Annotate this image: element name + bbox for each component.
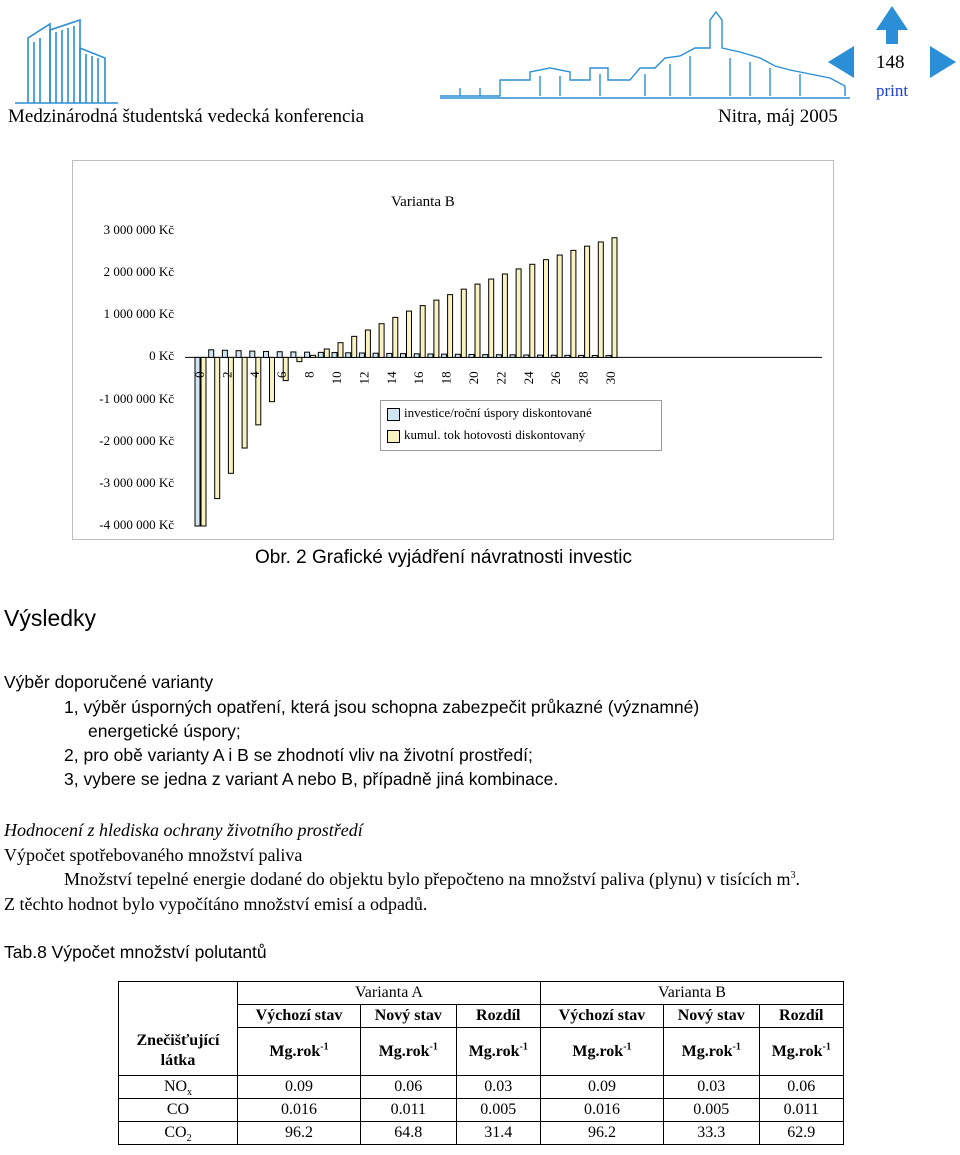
- unit-cell: [540, 1028, 663, 1076]
- env-line1-end: .: [795, 869, 800, 889]
- bar-kumul: [544, 260, 549, 358]
- bar-kumul: [434, 300, 439, 357]
- table-cell: 0.03: [663, 1076, 759, 1099]
- list-item-1: 1, výběr úsporných opatření, která jsou schopna zabezpečit průkazné (významné): [64, 697, 700, 717]
- legend-swatch-kumul: [387, 430, 400, 443]
- row-label-text: CO: [166, 1101, 190, 1118]
- table-cell: 0.011: [759, 1099, 843, 1122]
- env-line2: Z těchto hodnot bylo vypočítáno množství emisí a odpadů.: [4, 894, 428, 914]
- y-tick-label: -1 000 000 Kč: [99, 390, 174, 406]
- table-cell: 0.005: [456, 1099, 540, 1122]
- section-heading: Výsledky: [4, 605, 97, 631]
- table-cell: 0.016: [540, 1099, 663, 1122]
- bar-investice: [195, 357, 200, 526]
- col-header: Nový stav: [663, 1005, 759, 1028]
- x-tick-label: 0: [192, 371, 207, 378]
- unit-base: Mg.rok: [468, 1042, 520, 1060]
- legend-label-investice: investice/roční úspory diskontované: [404, 405, 592, 420]
- unit-sup: -1: [822, 1041, 831, 1053]
- bar-kumul: [502, 274, 507, 357]
- bar-kumul: [324, 349, 329, 357]
- bar-investice: [291, 352, 296, 357]
- unit-base: Mg.rok: [771, 1042, 823, 1060]
- legend-item-investice: [387, 405, 592, 421]
- bar-kumul: [270, 357, 275, 401]
- group-b-header: Varianta B: [540, 982, 843, 1005]
- bar-investice: [264, 352, 269, 358]
- row-label-sub: x: [187, 1087, 193, 1099]
- chart-title: Varianta B: [391, 194, 455, 210]
- page-number: 148: [876, 52, 905, 73]
- table-cell: 0.016: [238, 1099, 361, 1122]
- bar-kumul: [557, 255, 562, 357]
- bar-investice: [401, 354, 406, 358]
- x-tick-label: 6: [274, 371, 290, 378]
- bar-investice: [442, 354, 447, 357]
- table-cell: 0.06: [759, 1076, 843, 1099]
- bar-investice: [332, 353, 337, 358]
- x-tick-label: 10: [329, 371, 344, 385]
- table-cell: 0.03: [456, 1076, 540, 1099]
- unit-sup: -1: [429, 1041, 438, 1053]
- bar-investice: [250, 351, 255, 357]
- y-tick-label: -2 000 000 Kč: [99, 432, 174, 448]
- env-line1-text: Množství tepelné energie dodané do objektu bylo přepočteno na množství paliva (plynu) v tisících m: [64, 869, 791, 889]
- bar-kumul: [407, 311, 412, 357]
- unit-cell: [663, 1028, 759, 1076]
- bar-chart: [0, 0, 960, 560]
- legend-item-kumul: [387, 427, 585, 443]
- legend-swatch-investice: [387, 408, 400, 421]
- unit-sup: -1: [519, 1041, 528, 1053]
- pollutant-header: Znečišťující látka: [119, 1028, 238, 1076]
- row-label-text: NO: [163, 1078, 188, 1095]
- table-cell: 0.09: [540, 1076, 663, 1099]
- bar-kumul: [242, 357, 247, 448]
- unit-base: Mg.rok: [681, 1042, 733, 1060]
- y-tick-label: 0 Kč: [149, 348, 174, 364]
- col-header: Rozdíl: [456, 1005, 540, 1028]
- env-subheading: Výpočet spotřebovaného množství paliva: [4, 845, 303, 865]
- bar-investice: [565, 355, 570, 357]
- bar-investice: [551, 355, 556, 357]
- table-cell: 31.4: [456, 1122, 540, 1145]
- bar-investice: [455, 354, 460, 357]
- unit-cell: [759, 1028, 843, 1076]
- row-label: [119, 1076, 238, 1099]
- bar-investice: [346, 353, 351, 358]
- bar-kumul: [448, 295, 453, 358]
- x-tick-label: 20: [466, 371, 481, 385]
- unit-sup: -1: [320, 1041, 329, 1053]
- x-tick-label: 8: [301, 371, 317, 378]
- table-cell: 96.2: [238, 1122, 361, 1145]
- table-unit-row: [119, 1028, 844, 1076]
- unit-base: Mg.rok: [378, 1042, 430, 1060]
- table-cell: 96.2: [540, 1122, 663, 1145]
- y-tick-label: 2 000 000 Kč: [103, 264, 174, 280]
- unit-base: Mg.rok: [269, 1042, 321, 1060]
- table-cell: 0.09: [238, 1076, 361, 1099]
- col-header: Nový stav: [361, 1005, 457, 1028]
- x-tick-label: 18: [438, 371, 454, 385]
- bar-kumul: [365, 330, 370, 357]
- bar-investice: [236, 351, 241, 358]
- bar-kumul: [571, 250, 576, 357]
- paragraph-heading: Výběr doporučené varianty: [4, 672, 214, 692]
- bar-investice: [222, 350, 227, 357]
- bar-kumul: [475, 284, 480, 357]
- bar-kumul: [379, 324, 384, 358]
- y-tick-label: 3 000 000 Kč: [103, 222, 174, 237]
- unit-sup: -1: [732, 1041, 741, 1053]
- bar-investice: [305, 352, 310, 357]
- bar-investice: [318, 352, 323, 357]
- env-line1: [64, 869, 800, 890]
- empty-corner: [119, 982, 238, 1028]
- x-tick-label: 22: [493, 371, 509, 385]
- bar-investice: [359, 353, 364, 357]
- table-cell: 0.011: [361, 1099, 457, 1122]
- table-cell: 64.8: [361, 1122, 457, 1145]
- bar-investice: [277, 352, 282, 358]
- y-tick-label: -3 000 000 Kč: [99, 474, 174, 490]
- unit-cell: [456, 1028, 540, 1076]
- bar-investice: [606, 356, 611, 358]
- group-a-header: Varianta A: [238, 982, 541, 1005]
- table-cell: 33.3: [663, 1122, 759, 1145]
- x-tick-label: 24: [520, 371, 536, 385]
- table-group-row: [119, 982, 844, 1005]
- bar-investice: [387, 353, 392, 357]
- x-tick-label: 28: [575, 371, 591, 385]
- bar-investice: [414, 354, 419, 358]
- x-tick-label: 12: [356, 371, 372, 385]
- bar-kumul: [256, 357, 261, 424]
- chart-legend: [380, 400, 662, 451]
- env-line1-sup: 3: [790, 870, 796, 881]
- bar-investice: [496, 355, 501, 358]
- bar-investice: [483, 355, 488, 358]
- table-cell: 0.06: [361, 1076, 457, 1099]
- col-header: Rozdíl: [759, 1005, 843, 1028]
- list-item-3: 3, vybere se jedna z variant A nebo B, případně jiná kombinace.: [64, 769, 559, 789]
- bar-kumul: [530, 264, 535, 357]
- col-header: Výchozí stav: [540, 1005, 663, 1028]
- table-row: [119, 1099, 844, 1122]
- bar-investice: [592, 355, 597, 357]
- table-cell: 0.005: [663, 1099, 759, 1122]
- table-cell: 62.9: [759, 1122, 843, 1145]
- bar-investice: [373, 353, 378, 357]
- bar-kumul: [489, 279, 494, 357]
- bar-investice: [510, 355, 515, 358]
- table-row: [119, 1122, 844, 1145]
- bar-kumul: [585, 246, 590, 357]
- unit-base: Mg.rok: [572, 1042, 624, 1060]
- x-tick-label: 16: [411, 371, 427, 385]
- bar-investice: [524, 355, 529, 357]
- row-label-sub: 2: [186, 1133, 192, 1145]
- bar-kumul: [516, 269, 521, 358]
- y-tick-label: -4 000 000 Kč: [99, 517, 174, 532]
- x-tick-label: 14: [383, 371, 399, 385]
- bar-investice: [428, 354, 433, 357]
- pollutants-table: [118, 981, 844, 1145]
- list-item-1-cont: energetické úspory;: [88, 721, 241, 741]
- table-caption: Tab.8 Výpočet množství polutantů: [4, 942, 267, 962]
- table-row: [119, 1076, 844, 1099]
- location-date: Nitra, máj 2005: [718, 106, 838, 127]
- bar-kumul: [297, 357, 302, 361]
- bar-investice: [579, 355, 584, 357]
- unit-sup: -1: [623, 1041, 632, 1053]
- bar-investice: [209, 350, 214, 358]
- x-tick-label: 26: [548, 371, 564, 385]
- row-label: [119, 1099, 238, 1122]
- figure-caption: Obr. 2 Grafické vyjádření návratnosti investic: [255, 547, 632, 568]
- col-header: Výchozí stav: [238, 1005, 361, 1028]
- bar-kumul: [393, 317, 398, 357]
- row-label-text: CO: [164, 1124, 187, 1141]
- unit-cell: [361, 1028, 457, 1076]
- bar-kumul: [598, 242, 603, 357]
- bar-investice: [469, 354, 474, 357]
- bar-kumul: [461, 289, 466, 357]
- x-tick-label: 4: [246, 371, 262, 378]
- bar-kumul: [612, 238, 617, 358]
- x-tick-label: 2: [219, 371, 235, 378]
- bar-kumul: [420, 306, 425, 358]
- row-label: [119, 1122, 238, 1145]
- bar-kumul: [338, 343, 343, 358]
- list-item-2: 2, pro obě varianty A i B se zhodnotí vliv na životní prostředí;: [64, 745, 533, 765]
- y-tick-label: 1 000 000 Kč: [103, 306, 174, 322]
- bar-investice: [538, 355, 543, 357]
- bar-kumul: [311, 355, 316, 357]
- env-heading: Hodnocení z hlediska ochrany životního prostředí: [4, 820, 363, 840]
- bar-kumul: [201, 357, 206, 526]
- conference-title: Medzinárodná študentská vedecká konferencia: [8, 106, 365, 127]
- legend-label-kumul: kumul. tok hotovosti diskontovaný: [404, 427, 586, 442]
- print-link[interactable]: print: [876, 81, 909, 100]
- unit-cell: [238, 1028, 361, 1076]
- bar-kumul: [352, 336, 357, 357]
- x-tick-label: 30: [603, 371, 618, 385]
